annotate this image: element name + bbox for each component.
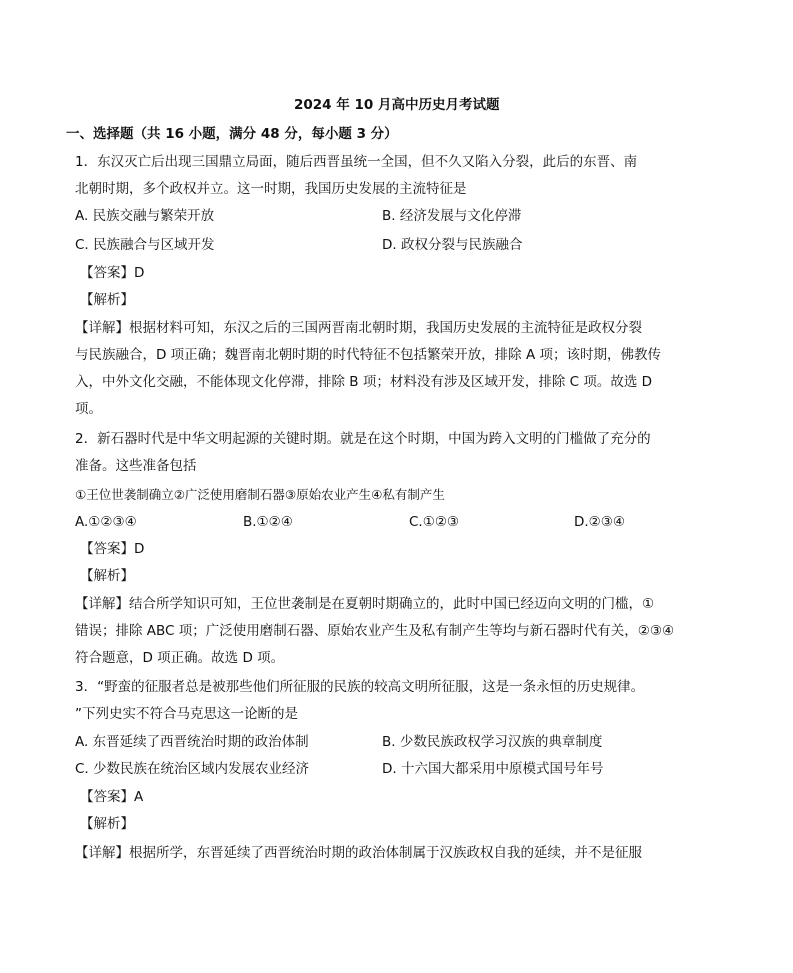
q2-answer: 【答案】D [80, 541, 145, 557]
q3-detail-line1: 【详解】根据所学，东晋延续了西晋统治时期的政治体制属于汉族政权自我的延续，并不是征服 [75, 845, 642, 861]
q2-detail-line1: 【详解】结合所学知识可知，王位世袭制是在夏朝时期确立的，此时中国已经迈向文明的门槛，① [75, 596, 655, 612]
q2-option-b: B.①②④ [243, 514, 293, 530]
page-title: 2024 年 10 月高中历史月考试题 [294, 97, 500, 113]
q3-answer: 【答案】A [80, 789, 144, 805]
q3-option-c: C. 少数民族在统治区域内发展农业经济 [75, 761, 310, 777]
q1-detail-line2: 与民族融合，D 项正确；魏晋南北朝时期的时代特征不包括繁荣开放，排除 A 项；该时期，佛教传 [75, 347, 662, 363]
q1-detail-line3: 入，中外文化交融，不能体现文化停滞，排除 B 项；材料没有涉及区域开发，排除 C 项。故选 D [75, 374, 653, 390]
q1-option-b: B. 经济发展与文化停滞 [382, 208, 522, 224]
q2-detail-line3: 符合题意，D 项正确。故选 D 项。 [75, 650, 285, 666]
q1-answer: 【答案】D [80, 265, 145, 281]
q2-statements: ①王位世袭制确立②广泛使用磨制石器③原始农业产生④私有制产生 [75, 487, 445, 502]
q3-analysis-label: 【解析】 [80, 816, 134, 832]
q2-stem-line2: 准备。这些准备包括 [75, 458, 197, 474]
q1-analysis-label: 【解析】 [80, 292, 134, 308]
q1-option-d: D. 政权分裂与民族融合 [382, 237, 523, 253]
q2-option-d: D.②③④ [574, 514, 625, 530]
q3-stem-line2: ”下列史实不符合马克思这一论断的是 [75, 706, 298, 722]
q2-stem-line1: 2．新石器时代是中华文明起源的关键时期。就是在这个时期，中国为跨入文明的门槛做了充分的 [75, 431, 651, 447]
q3-option-d: D. 十六国大都采用中原模式国号年号 [382, 761, 604, 777]
q1-option-c: C. 民族融合与区域开发 [75, 237, 215, 253]
q1-stem-line2: 北朝时期，多个政权并立。这一时期，我国历史发展的主流特征是 [75, 181, 467, 197]
q2-option-a: A.①②③④ [75, 514, 137, 530]
q1-option-a: A. 民族交融与繁荣开放 [75, 208, 215, 224]
q1-detail-line4: 项。 [75, 401, 102, 417]
q1-detail-line1: 【详解】根据材料可知，东汉之后的三国两晋南北朝时期，我国历史发展的主流特征是政权分裂 [75, 320, 642, 336]
q2-option-c: C.①②③ [409, 514, 460, 530]
q2-detail-line2: 错误；排除 ABC 项；广泛使用磨制石器、原始农业产生及私有制产生等均与新石器时代有关，②③④ [75, 623, 675, 639]
q3-option-a: A. 东晋延续了西晋统治时期的政治体制 [75, 734, 309, 750]
section-heading: 一、选择题（共 16 小题，满分 48 分，每小题 3 分） [66, 126, 398, 142]
q2-analysis-label: 【解析】 [80, 568, 134, 584]
q3-stem-line1: 3．“野蛮的征服者总是被那些他们所征服的民族的较高文明所征服，这是一条永恒的历史规律。 [75, 679, 645, 695]
q3-option-b: B. 少数民族政权学习汉族的典章制度 [382, 734, 603, 750]
q1-stem-line1: 1．东汉灭亡后出现三国鼎立局面，随后西晋虽统一全国，但不久又陷入分裂，此后的东晋、南 [75, 154, 638, 170]
